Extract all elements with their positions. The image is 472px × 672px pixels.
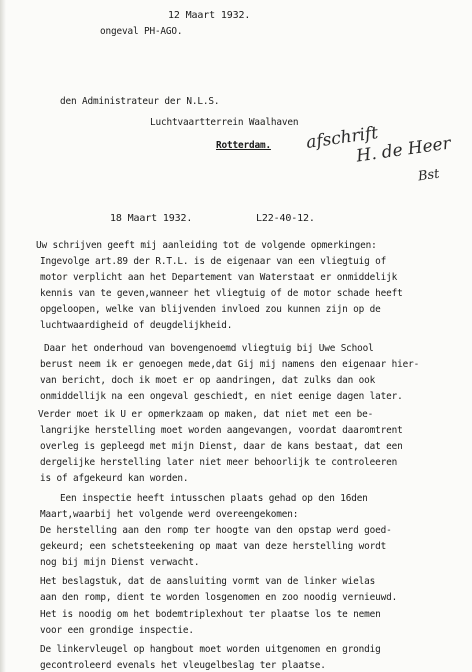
body-line: Ingevolge art.89 der R.T.L. is de eigenaar van een vliegtuig of — [40, 256, 387, 267]
body-line: Het beslagstuk, dat de aansluiting vormt van de linker wielas — [40, 576, 376, 587]
body-line: nog bij mijn Dienst verwacht. — [40, 557, 200, 568]
top-date: 12 Maart 1932. — [168, 10, 251, 21]
subject-line: ongeval PH-AGO. — [100, 26, 183, 37]
body-line: dergelijke herstelling later niet meer behoorlijk te controleeren — [40, 457, 398, 468]
body-line: opgeloopen, welke van blijvenden invloed zou kunnen zijn op de — [40, 304, 381, 315]
body-line: luchtwaardigheid of deugdelijkheid. — [40, 320, 233, 331]
body-line: aan den romp, dient te worden losgenomen en zoo noodig vernieuwd. — [40, 592, 398, 603]
body-line: Daar het onderhoud van bovengenoemd vliegtuig bij Uwe School — [44, 343, 374, 354]
body-line: voor een grondige inspectie. — [40, 625, 194, 636]
body-line: Maart,waarbij het volgende werd overeengekomen: — [40, 509, 299, 520]
body-line: van bericht, doch ik moet er op aandringen, dat zulks dan ook — [40, 375, 376, 386]
address-line-3: Rotterdam. — [216, 140, 271, 151]
address-line-2: Luchtvaartterrein Waalhaven — [150, 117, 299, 128]
body-line: gekeurd; een schetsteekening op maat van deze herstelling wordt — [40, 541, 387, 552]
body-line: De linkervleugel op hangbout moet worden uitgenomen en grondig — [40, 644, 381, 655]
address-line-1: den Administrateur der N.L.S. — [60, 96, 220, 107]
body-line: berust neem ik er genoegen mede,dat Gij mij namens den eigenaar hier- — [40, 359, 420, 370]
handwritten-note-1: afschrift — [304, 123, 380, 153]
body-line: De herstelling aan den romp ter hoogte van den opstap werd goed- — [40, 525, 392, 536]
handwritten-note-3: Bst — [417, 166, 441, 185]
reference-code: L22-40-12. — [256, 213, 315, 224]
handwritten-note-2: H. de Heer — [355, 133, 452, 167]
body-line: overleg is gepleegd met mijn Dienst, daar de kans bestaat, dat een — [40, 441, 403, 452]
body-line: Uw schrijven geeft mij aanleiding tot de volgende opmerkingen: — [36, 240, 377, 251]
body-line: langrijke herstelling moet worden aangevangen, voordat daaromtrent — [40, 425, 403, 436]
body-line: motor verplicht aan het Departement van Waterstaat er onmiddelijk — [40, 272, 398, 283]
body-line: Het is noodig om het bodemtriplexhout ter plaatse los te nemen — [40, 609, 381, 620]
body-line: Een inspectie heeft intusschen plaats gehad op den 16den — [60, 493, 368, 504]
reference-date: 18 Maart 1932. — [110, 213, 193, 224]
body-line: kennis van te geven,wanneer het vliegtuig of de motor schade heeft — [40, 288, 403, 299]
body-line: is of afgekeurd kan worden. — [40, 473, 189, 484]
body-line: onmiddellijk na een ongeval geschiedt, en niet eenige dagen later. — [40, 391, 403, 402]
body-line: gecontroleerd evenals het vleugelbeslag ter plaatse. — [40, 660, 326, 671]
scan-edge — [0, 0, 6, 672]
body-line: Verder moet ik U er opmerkzaam op maken, dat niet met een be- — [38, 409, 374, 420]
